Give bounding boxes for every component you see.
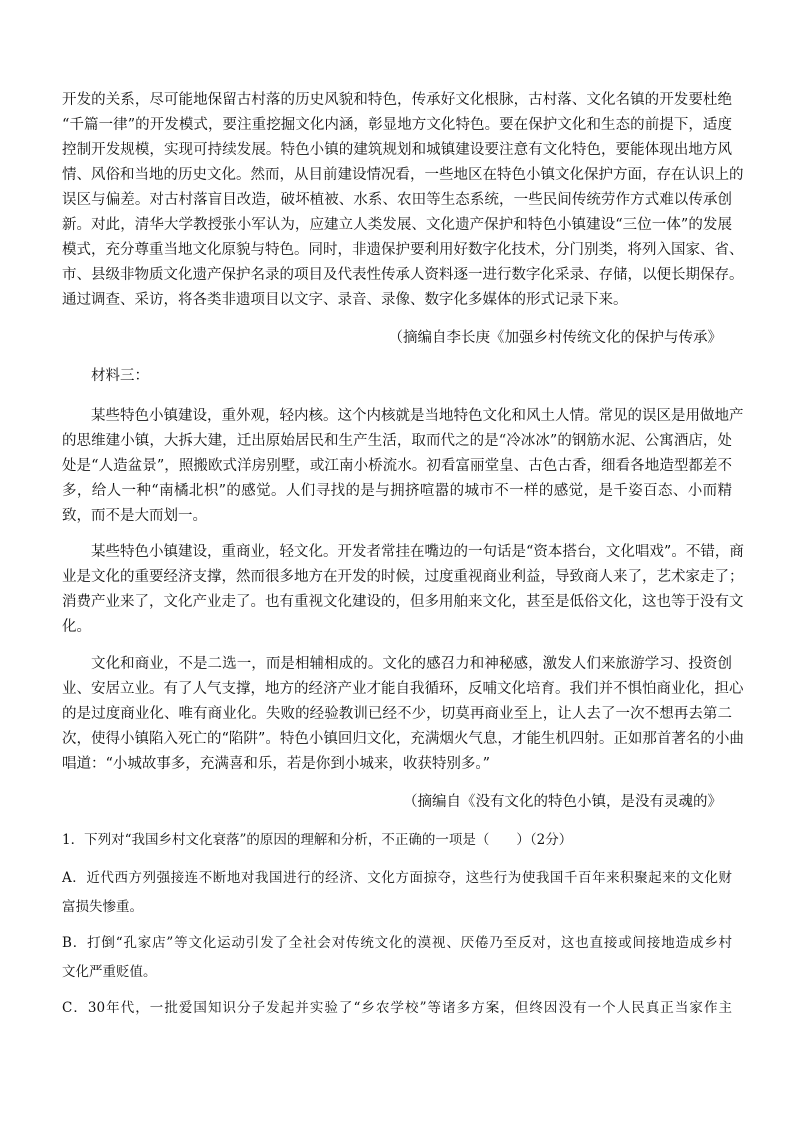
text-line: 误区与偏差。对古村落盲目改造，破坏植被、水系、农田等生态系统，一些民间传统劳作方式难以传承创	[62, 192, 732, 208]
text-line: 化。	[62, 619, 91, 635]
text-line: 的是过度商业化、唯有商业化。失败的经验教训已经不少，切莫再商业至上，让人去了一次不想再去第二	[62, 706, 732, 722]
text-line: 业是文化的重要经济支撑，然而很多地方在开发的时候，过度重视商业利益，导致商人来了，艺术家走了；	[62, 569, 744, 585]
material2-source: （摘编自李长庚《加强乡村传统文化的保护与传承》	[388, 330, 722, 346]
text-line: C．30年代，一批爱国知识分子发起并实验了“乡农学校”等诸多方案，但终因没有一个人民真正当家作主	[62, 1000, 732, 1016]
text-line: 业、安居立业。有了人气支撑，地方的经济产业才能自我循环，反哺文化培育。我们并不惧怕商业化，担心	[62, 681, 744, 697]
text-line: 某些特色小镇建设，重外观，轻内核。这个内核就是当地特色文化和风土人情。常见的误区是用做地产	[91, 408, 744, 424]
material3-paragraph-1	[62, 404, 744, 529]
text-line: 文化和商业，不是二选一，而是相辅相成的。文化的感召力和神秘感，激发人们来旅游学习、投资创	[91, 656, 732, 672]
option-a	[62, 864, 732, 922]
text-line: 某些特色小镇建设，重商业，轻文化。开发者常挂在嘴边的一句话是“资本搭台，文化唱戏”。不错，商	[91, 544, 744, 560]
text-line: 消费产业来了，文化产业走了。也有重视文化建设的，但多用舶来文化，甚至是低俗文化，这也等于没有文	[62, 594, 744, 610]
text-line: 情、风俗和当地的历史文化。然而，从目前建设情况看，一些地区在特色小镇文化保护方面，存在认识上的	[62, 167, 744, 183]
text-line: 致，而不是大而划一。	[62, 508, 207, 524]
material3-source: （摘编自《没有文化的特色小镇，是没有灵魂的》	[403, 794, 722, 810]
text-line: A．近代西方列强接连不断地对我国进行的经济、文化方面掠夺，这些行为使我国千百年来积聚起来的文化财	[62, 870, 732, 886]
text-line: 模式，充分尊重当地文化原貌与特色。同时，非遗保护要利用好数字化技术，分门别类，将列入国家、省、	[62, 242, 744, 258]
material2-paragraph	[62, 88, 744, 313]
text-line: “千篇一律”的开发模式，要注重挖掘文化内涵，彰显地方文化特色。要在保护文化和生态的前提下，适度	[62, 117, 732, 133]
text-line: 次，使得小镇陷入死亡的“陷阱”。特色小镇回归文化，充满烟火气息，才能生机四射。正如那首著名的小曲	[62, 731, 744, 747]
option-b	[62, 929, 732, 987]
text-line: 通过调查、采访，将各类非遗项目以文字、录音、录像、数字化多媒体的形式记录下来。	[62, 292, 628, 308]
question-stem: 1．下列对“我国乡村文化衰落”的原因的理解和分析，不正确的一项是（ ）（2分）	[62, 832, 573, 848]
text-line: 唱道：“小城故事多，充满喜和乐，若是你到小城来，收获特别多。”	[62, 756, 491, 772]
material3-paragraph-2	[62, 540, 744, 640]
option-c	[62, 994, 732, 1023]
text-line: 处是“人造盆景”，照搬欧式洋房别墅，或江南小桥流水。初看富丽堂皇、古色古香，细看各地造型都差不	[62, 458, 732, 474]
text-line: 新。对此，清华大学教授张小军认为，应建立人类发展、文化遗产保护和特色小镇建设“三位一体”的发展	[62, 217, 732, 233]
question-1	[62, 826, 732, 855]
material3-heading: 材料三：	[91, 368, 149, 384]
text-line: 控制开发规模，实现可持续发展。特色小镇的建筑规划和城镇建设要注意有文化特色，要能体现出地方风	[62, 142, 732, 158]
text-line: 多，给人一种“南橘北枳”的感觉。人们寻找的是与拥挤喧嚣的城市不一样的感觉，是千姿百态、小而精	[62, 483, 732, 499]
material3-paragraph-3	[62, 652, 744, 777]
text-line: 文化严重贬值。	[62, 964, 157, 980]
text-line: B．打倒“孔家店”等文化运动引发了全社会对传统文化的漠视、厌倦乃至反对，这也直接或间接地造成乡村	[62, 935, 732, 951]
text-line: 开发的关系，尽可能地保留古村落的历史风貌和特色，传承好文化根脉，古村落、文化名镇的开发要杜绝	[62, 92, 732, 108]
text-line: 富损失惨重。	[62, 899, 143, 915]
text-line: 的思维建小镇，大拆大建，迁出原始居民和生产生活，取而代之的是“冷冰冰”的钢筋水泥、公寓酒店，处	[62, 433, 732, 449]
text-line: 市、县级非物质文化遗产保护名录的项目及代表性传承人资料逐一进行数字化采录、存储，以便长期保存。	[62, 267, 744, 283]
